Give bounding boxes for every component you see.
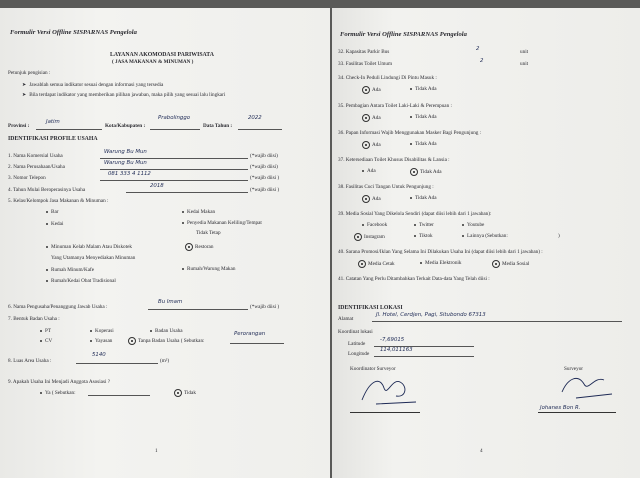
area-value[interactable]: 5140 (92, 352, 106, 358)
q35-yes[interactable]: Ada (362, 114, 381, 122)
form-title: Formulir Versi Offline SISPARNAS Pengelola (10, 29, 137, 36)
field-row: 1. Nama Komersial Usaha (8, 153, 63, 159)
left-form-page: Formulir Versi Offline SISPARNAS Pengelola LAYANAN AKOMODASI PARIWISATA ( JASA MAKANAN & MINUMAN ) Petunjuk pengisian : ➤ Jawablah semua indikator sesuai dengan informasi yang tersedia ➤ Bila terdapat indikator yang memberikan pilihan jawaban, maka pilih yang sesuai lalu lingkari Provinsi : Jatim Kota/Kabupaten : Prabolinggo Data Tahun : 2022 IDENTIFIKASI PROFILE USAHA 1. Nama Komersial Usaha Warung Bu Mun (*wajib diisi) 2. Nama Perusahaan/Usaha Warung Bu Mun (*wajib diisi) 3. Nomor Telepon 081 333 4 1112 (*wajib diisi ) 4. Tahun Mulai Beroperasinya Usaha 2018 (*wajib diisi ) 5. Kelas/Kelompok Jasa Makanan & Minuman : Bar Kedai Kedai Makan Penyedia Makanan Keliling/Tempat Tidak Tetap Minuman Kelab Malam Atau Diskotek Yang Utamanya Menyediakan Minuman Rumah Minum/Kafe Rumah/Kedai Obat Tradisional Restoran Rumah/Warung Makan 6. Nama Pengusaha/Penanggung Jawab Usaha : Bu Imam (*wajib diisi ) 7. Bentuk Badan Usaha : PT Koperasi Badan Usaha CV Yayasan Tanpa Badan Usaha ( Sebutkan: Perorangan 8. Luas Area Usaha : 5140 (m²) 9. Apakah Usaha Ini Menjadi Anggota Asosiasi ? Ya ( Sebutkan: Tidak 1 (0, 8, 330, 478)
selected-radio-icon (174, 389, 182, 397)
section-subtitle: ( JASA MAKANAN & MINUMAN ) (112, 59, 194, 65)
form-title: Formulir Versi Offline SISPARNAS Pengelola (340, 31, 467, 38)
required-note: (*wajib diisi ) (250, 175, 280, 181)
address-value[interactable]: Jl. Hotel, Cerdjen, Pagi, Situbondo 67313 (376, 312, 486, 318)
q38-yes[interactable]: Ada (362, 195, 381, 203)
q8-label: 8. Luas Area Usaha : (8, 358, 52, 364)
surveyor2-label: Surveyor (564, 366, 584, 372)
required-note: (*wajib diisi) (250, 164, 278, 170)
company-name-value[interactable]: Warung Bu Mun (104, 160, 147, 166)
q37-label: 37. Ketersediaan Toilet Khusus Disabilitas & Lansia : (338, 157, 450, 163)
area-unit: (m²) (160, 358, 170, 364)
field-row: 3. Nomor Telepon (8, 175, 46, 181)
lon-value[interactable]: 114,011163 (380, 347, 413, 353)
lat-value[interactable]: -7,69015 (380, 337, 405, 343)
entity-value[interactable]: Perorangan (234, 331, 266, 337)
year-value[interactable]: 2018 (150, 183, 164, 189)
q36-label: 36. Papan Informasi Wajib Menggunakan Masker Bagi Pengunjung : (338, 130, 482, 136)
q41-label: 41. Catatan Yang Perlu Ditambahkan Terkait Data-data Yang Telah diisi : (338, 276, 490, 282)
signature-surveyor (554, 370, 618, 410)
right-form-page: Formulir Versi Offline SISPARNAS Pengelola 32. Kapasitas Parkir Bus 2 unit 33. Fasilitas Toilet Umum 2 unit 34. Check-In Peduli Lindungi Di Pintu Masuk : Ada Tidak Ada 35. Pembagian Antara Toilet Laki-Laki & Perempuan : Ada Tidak Ada 36. Papan Informasi Wajib Menggunakan Masker Bagi Pengunjung : Ada Tidak Ada 37. Ketersediaan Toilet Khusus Disabilitas & Lansia : Ada Tidak Ada 38. Fasilitas Cuci Tangan Untuk Pengunjung : Ada Tidak Ada 39. Media Sosial Yang Dikelola Sendiri (dapat diisi lebih dari 1 jawaban): Facebook Twitter Youtube Instagram Tiktok Lainnya (Sebutkan: ) 40. Sarana Promosi/Iklan Yang Selama Ini Dilakukan Usaha Ini (dapat diisi lebih dari 1 jawaban) : Media Cetak Media Elektronik Media Sosial 41. Catatan Yang Perlu Ditambahkan Terkait Data-data Yang Telah diisi : IDENTIFIKASI LOKASI Alamat Jl. Hotel, Cerdjen, Pagi, Situbondo 67313 Koordinat lokasi Latitude -7,69015 Longitude 114,011163 Koordinator Surveyor Surveyor Johanes Bon R. 4 (332, 8, 640, 478)
field-row: 4. Tahun Mulai Beroperasinya Usaha (8, 187, 86, 193)
province-label: Provinsi : (8, 123, 30, 129)
location-title: IDENTIFIKASI LOKASI (338, 305, 403, 311)
section-title: LAYANAN AKOMODASI PARIWISATA (110, 52, 214, 58)
q34-yes[interactable]: Ada (362, 86, 381, 94)
required-note: (*wajib diisi ) (250, 304, 280, 310)
q36-yes[interactable]: Ada (362, 141, 381, 149)
q6-label: 6. Nama Pengusaha/Penanggung Jawab Usaha : (8, 304, 108, 310)
option-no-entity[interactable]: Tanpa Badan Usaha ( Sebutkan: (128, 337, 204, 345)
arrow-icon: ➤ (22, 93, 27, 98)
signature-coordinator (356, 370, 426, 410)
arrow-icon: ➤ (22, 83, 27, 88)
q33-value[interactable]: 2 (480, 58, 484, 64)
commercial-name-value[interactable]: Warung Bu Mun (104, 149, 147, 155)
q7-label: 7. Bentuk Badan Usaha : (8, 316, 60, 322)
surveyor-label: Koordinator Surveyor (350, 366, 396, 372)
q40-label: 40. Sarana Promosi/Iklan Yang Selama Ini Dilakukan Usaha Ini (dapat diisi lebih dari 1 jawaban) : (338, 249, 543, 255)
field-row: 2. Nama Perusahaan/Usaha (8, 164, 65, 170)
province-value[interactable]: Jatim (46, 119, 60, 125)
q32-label: 32. Kapasitas Parkir Bus (338, 49, 390, 55)
option-restoran[interactable]: Restoran (185, 243, 213, 251)
profile-title: IDENTIFIKASI PROFILE USAHA (8, 136, 98, 142)
q9-label: 9. Apakah Usaha Ini Menjadi Anggota Asosiasi ? (8, 379, 111, 385)
q40-print[interactable]: Media Cetak (358, 260, 395, 268)
city-label: Kota/Kabupaten : (105, 123, 146, 129)
q32-value[interactable]: 2 (476, 46, 480, 52)
required-note: (*wajib diisi ) (250, 187, 280, 193)
q37-no[interactable]: Tidak Ada (410, 168, 442, 176)
city-value[interactable]: Prabolinggo (158, 115, 191, 121)
date-value[interactable]: 2022 (248, 115, 262, 121)
q39-instagram[interactable]: Instagram (354, 233, 385, 241)
option-tidak[interactable]: Tidak (174, 389, 196, 397)
phone-value[interactable]: 081 333 4 1112 (108, 171, 151, 177)
q38-label: 38. Fasilitas Cuci Tangan Untuk Pengunjung : (338, 184, 434, 190)
instructions-label: Petunjuk pengisian : (8, 70, 51, 76)
required-note: (*wajib diisi) (250, 153, 278, 159)
date-label: Data Tahun : (203, 123, 233, 129)
q5-label: 5. Kelas/Kelompok Jasa Makanan & Minuman : (8, 198, 109, 204)
selected-radio-icon (128, 337, 136, 345)
surveyor2-name: Johanes Bon R. (540, 405, 581, 411)
page-number: 1 (155, 448, 158, 454)
page-number: 4 (480, 448, 483, 454)
selected-radio-icon (185, 243, 193, 251)
owner-value[interactable]: Bu Imam (158, 299, 183, 305)
instruction-item: ➤ Jawablah semua indikator sesuai dengan informasi yang tersedia (22, 82, 164, 88)
instruction-item: ➤ Bila terdapat indikator yang memberikan pilihan jawaban, maka pilih yang sesuai lalu lingkari (22, 92, 226, 98)
q33-label: 33. Fasilitas Toilet Umum (338, 61, 393, 67)
q39-label: 39. Media Sosial Yang Dikelola Sendiri (dapat diisi lebih dari 1 jawaban): (338, 211, 492, 217)
q34-label: 34. Check-In Peduli Lindungi Di Pintu Masuk : (338, 75, 437, 81)
q35-label: 35. Pembagian Antara Toilet Laki-Laki & Perempuan : (338, 103, 452, 109)
q40-social[interactable]: Media Sosial (492, 260, 529, 268)
